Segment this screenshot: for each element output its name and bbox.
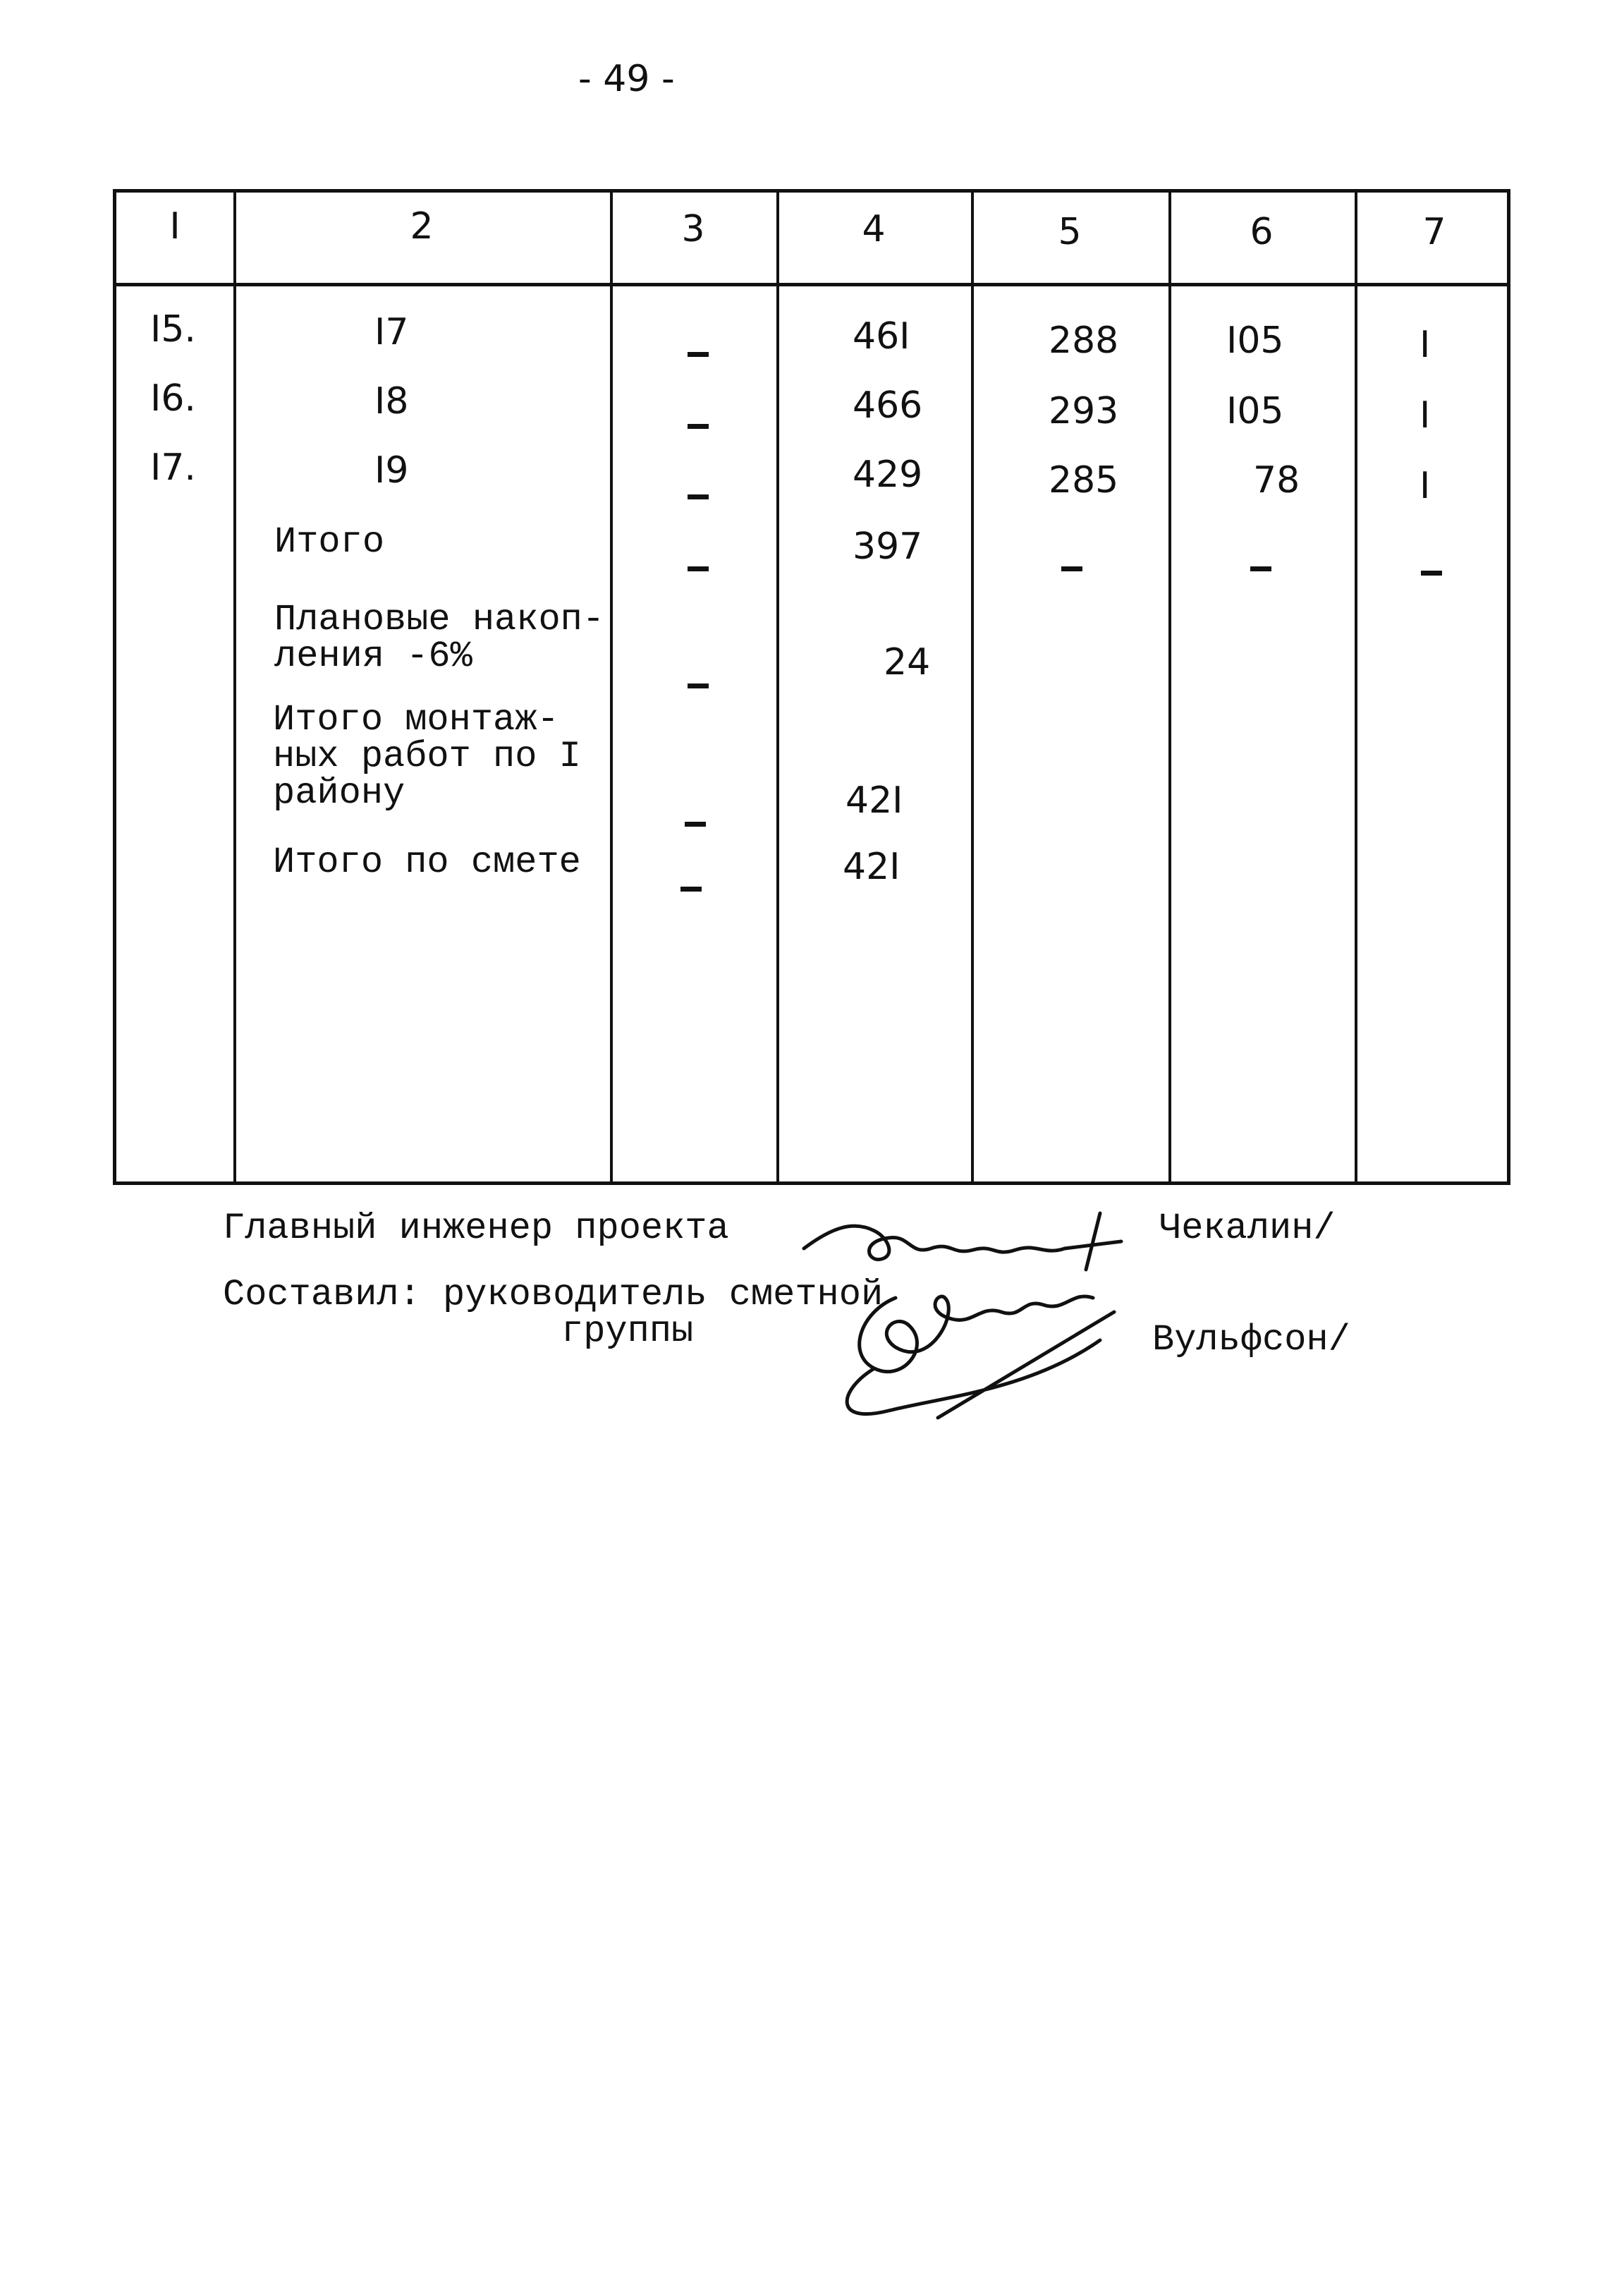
chief-engineer-label: Главный инженер проекта [223,1208,729,1249]
column-divider [1168,193,1171,1181]
row-number: I7. [150,446,196,489]
header-col-6: 6 [1250,211,1274,253]
row-value: 429 [853,454,923,496]
header-col-4: 4 [862,208,886,250]
row-value: I [1420,465,1431,507]
row-item: I7 [374,311,409,353]
row-value: I [1420,324,1431,366]
dash-mark [688,494,709,499]
row-dash [680,861,702,903]
dash-mark [1061,566,1082,571]
row-number: I6. [150,377,196,420]
row-dash [685,796,706,838]
page-number: - 49 - [578,58,675,100]
column-divider [971,193,974,1181]
dash-mark [688,424,709,429]
row-item: Итого по смете [273,841,581,883]
row-value: 46I [853,315,910,358]
column-divider [233,193,236,1181]
header-col-7: 7 [1422,211,1446,253]
row-dash [1061,541,1082,583]
row-item-line: ления -6% [274,636,472,677]
row-value: 466 [853,384,923,427]
estimate-table [113,189,1510,1185]
row-value: 397 [853,525,923,568]
signature-vulfson-icon [832,1270,1185,1432]
row-value: 288 [1049,320,1119,362]
row-dash [688,658,709,700]
column-divider [776,193,779,1181]
row-item-line: Плановые накоп- [274,599,605,640]
row-value: 78 [1253,459,1300,502]
dash-mark [688,352,709,357]
column-divider [610,193,613,1181]
row-value: I05 [1226,320,1284,362]
row-value: 42I [845,779,903,822]
row-item-line: Итого монтаж- [273,699,559,741]
row-dash [688,469,709,511]
header-col-1: I [169,205,181,248]
dash-mark [680,887,702,892]
dash-mark [1250,566,1271,571]
row-value: 42I [843,846,900,888]
row-item-line: району [273,772,405,814]
row-dash [1250,541,1271,583]
dash-mark [688,566,709,571]
row-item-line: ных работ по I [273,736,581,777]
row-value: 285 [1049,459,1119,502]
row-dash [688,327,709,368]
row-item: I9 [374,449,409,492]
row-dash [688,399,709,440]
row-value: 24 [884,641,931,683]
row-item: I8 [374,380,409,423]
row-item: Итого [274,521,385,563]
row-dash [688,541,709,583]
signature-chekalin-icon [790,1199,1156,1277]
header-col-3: 3 [681,208,705,250]
dash-mark [688,683,709,688]
compiled-label-line2: группы [561,1311,694,1352]
row-value: I05 [1226,390,1284,432]
row-value: I [1420,394,1431,437]
compiler-name: Вульфсон/ [1152,1319,1350,1361]
row-number: I5. [150,308,196,351]
chief-engineer-name: Чекалин/ [1159,1208,1336,1249]
header-divider [116,283,1507,286]
header-col-2: 2 [410,205,434,248]
column-divider [1355,193,1357,1181]
dash-mark [685,822,706,827]
compiled-label-line1: Составил: руководитель сметной [223,1274,884,1315]
row-value: 293 [1049,390,1119,432]
row-dash [1421,545,1442,587]
dash-mark [1421,571,1442,576]
header-col-5: 5 [1058,211,1082,253]
